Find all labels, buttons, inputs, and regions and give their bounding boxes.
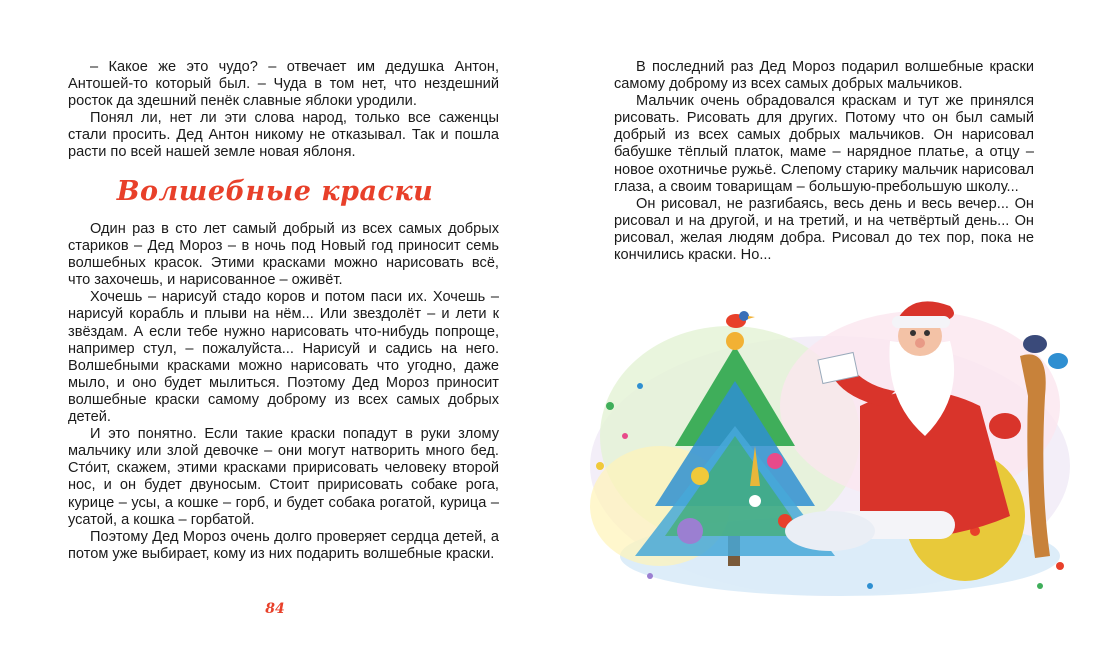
paragraph: Хочешь – нарисуй стадо коров и потом паси их. Хочешь – нарисуй корабль и плыви на нём... Или звездолёт – и лети к звёздам. А если тебе нужно нарисовать что-нибудь попроще, например стул, – пожалуйста... Нарисуй и садись на него. Волшебными красками можно нарисовать что угодно, даже мыло, и оно будет мылиться. Поэтому Дед Мороз приносит волшебные краски самому доброму из всех самых добрых детей. xyxy=(68,289,499,426)
right-page xyxy=(550,0,1100,663)
paragraph: В последний раз Дед Мороз подарил волшебные краски самому доброму из всех самых добрых мальчиков. xyxy=(614,59,1034,93)
santa-with-tree-icon xyxy=(580,286,1080,606)
santa-illustration xyxy=(580,286,1080,606)
paragraph: – Какое же это чудо? – отвечает им дедушка Антон, Антошей-то который был. – Чуда в том нет, что нездешний росток да здешний пенёк славные яблоки уродили. xyxy=(68,59,499,110)
page-number: 84 xyxy=(265,601,285,617)
story-text-right xyxy=(614,59,1034,264)
previous-story-ending xyxy=(68,59,499,162)
story-text-left xyxy=(68,221,499,563)
chapter-title: Волшебные краски xyxy=(116,176,434,207)
paragraph: Поэтому Дед Мороз очень долго проверяет сердца детей, а потом уже выбирает, кому из них подарить волшебные краски. xyxy=(68,528,499,562)
paragraph: Один раз в сто лет самый добрый из всех самых добрых стариков – Дед Мороз – в ночь под Новый год приносит семь волшебных красок. Этими красками можно нарисовать всё, что захочешь, и нарисованное – оживёт. xyxy=(68,221,499,289)
paragraph: Мальчик очень обрадовался краскам и тут же принялся рисовать. Рисовать для других. Потому что он был самый добрый из всех самых добрых мальчиков. Он нарисовал бабушке тёплый платок, маме – нарядное платье, а отцу – новое охотничье ружьё. Слепому старику мальчик нарисовал глаза, а своим товарищам – большую-пребольшую школу... xyxy=(614,93,1034,195)
paragraph: Понял ли, нет ли эти слова народ, только все саженцы стали просить. Дед Антон никому не отказывал. Так и пошла расти по всей нашей земле новая яблоня. xyxy=(68,110,499,161)
bird-on-tree xyxy=(726,311,755,328)
paragraph: И это понятно. Если такие краски попадут в руки злому мальчику или злой девочке – они могут натворить много бед. Сто́ит, скажем, этими красками пририсовать человеку второй нос, и он будет двуносым. Стоит пририсовать собаке рога, курице – усы, а кошке – горб, и будет собака рогатой, курица – усатой, а кошка – горбатой. xyxy=(68,426,499,528)
paragraph: Он рисовал, не разгибаясь, весь день и весь вечер... Он рисовал и на другой, и на третий, и на четвёртый день... Он рисовал, желая людям добра. Рисовал до тех пор, пока не кончились краски. Но... xyxy=(614,195,1034,264)
